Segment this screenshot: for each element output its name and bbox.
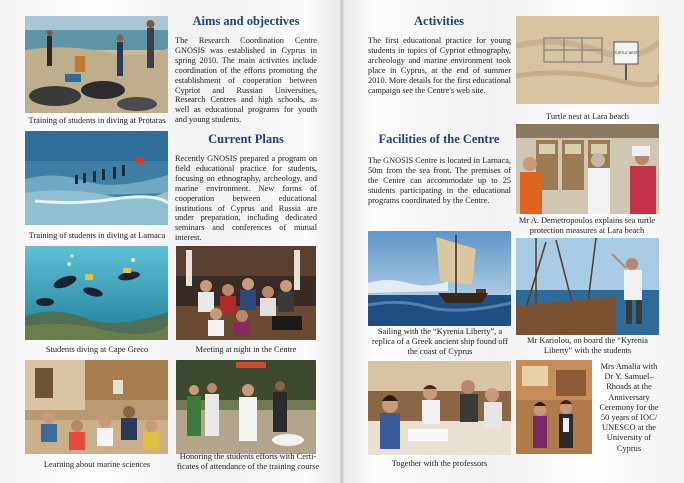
heading-activities: Activities: [414, 14, 464, 28]
caption-professors: Together with the professors: [391, 459, 488, 468]
caption-turtle-nest: Turtle nest at Lara beach: [546, 112, 629, 121]
caption-certificates: Honoring the students efforts with Certi-ficates of attendance of the training course: [176, 452, 320, 471]
caption-diving-larnaca: Training of students in diving at Larnaca: [28, 231, 166, 240]
photo-diving-protaras: [25, 16, 168, 113]
caption-night-meeting: Meeting at night in the Centre: [195, 345, 297, 354]
heading-current-plans: Current Plans: [208, 132, 284, 146]
caption-marine-sciences: Learning about marine sciences: [43, 460, 151, 469]
photo-cape-greco: [25, 246, 168, 340]
caption-kyrenia-liberty: Sailing with the “Kyrenia Liberty”, a replica of a Greek ancient ship found off the coast of Cyprus: [372, 327, 508, 356]
photo-turtle-nest: [516, 16, 659, 104]
photo-professors: [368, 361, 511, 455]
photo-night-meeting: [176, 246, 316, 340]
text-activities: [368, 36, 511, 95]
heading-aims: Aims and objectives: [192, 14, 300, 28]
page-spine: [340, 0, 344, 483]
caption-kariolou: Mr Kariolou, on board the “Kyrenia Liberty” with the students: [527, 336, 648, 355]
heading-facilities: Facilities of the Centre: [378, 132, 500, 146]
photo-kariolou: [516, 238, 659, 335]
text-current-plans: [175, 154, 317, 243]
text-facilities: [368, 156, 511, 206]
caption-cape-greco: Students diving at Cape Greco: [45, 345, 149, 354]
paragraph-activities: The first educational practice for young students in topics of Cypriot ethnography, archeology and marine environment took place in Cyprus, at the end of summer 2010. More details for the first educational campaign see the Centre's web site.: [368, 36, 511, 95]
photo-marine-sciences: [25, 360, 168, 454]
paragraph-current-plans: Recently GNOSIS prepared a program on field educational practice for students, focusing on ethnography, archeology, and marine environment. New forms of cooperation between educational institutions of Cyprus and Russia are under preparation, including dedicated seminars and conferences of mutual interest.: [175, 154, 317, 243]
paragraph-aims: The Research Coordination Centre GNOSIS was established in Cyprus in spring 2010. The main activities include coordination of the efforts promoting the establishment of cooperation between Cypriot and Russian Universities, Research Centres and high schools, as well as educational programs for youth and young students.: [175, 36, 317, 125]
caption-diving-protaras: Training of students in diving at Protaras: [28, 116, 166, 125]
text-aims: [175, 36, 317, 125]
sign-turtle-nest: TURTLE NEST: [614, 51, 638, 55]
caption-demetropoulos: Mr A. Demetropoulos explains sea turtle protection measures at Lara beach: [518, 216, 656, 235]
caption-amalia-ceremony: Mrs Amalia with Dr Y. Samuel– Rhoads at the Anniversary Ceremony for the 50 years of IOC/ UNESCO at the University of Cyprus: [599, 362, 659, 453]
photo-diving-larnaca: [25, 131, 168, 225]
paragraph-facilities: The GNOSIS Centre is located in Larnaca, 50m from the sea front. The premises of the Centre can accommodate up to 25 students participating in the educational programs coordinated by the Centre.: [368, 156, 511, 205]
photo-amalia-ceremony: [516, 360, 592, 454]
photo-kyrenia-liberty: [368, 231, 511, 326]
photo-demetropoulos: [516, 124, 659, 214]
photo-certificates: [176, 360, 316, 454]
